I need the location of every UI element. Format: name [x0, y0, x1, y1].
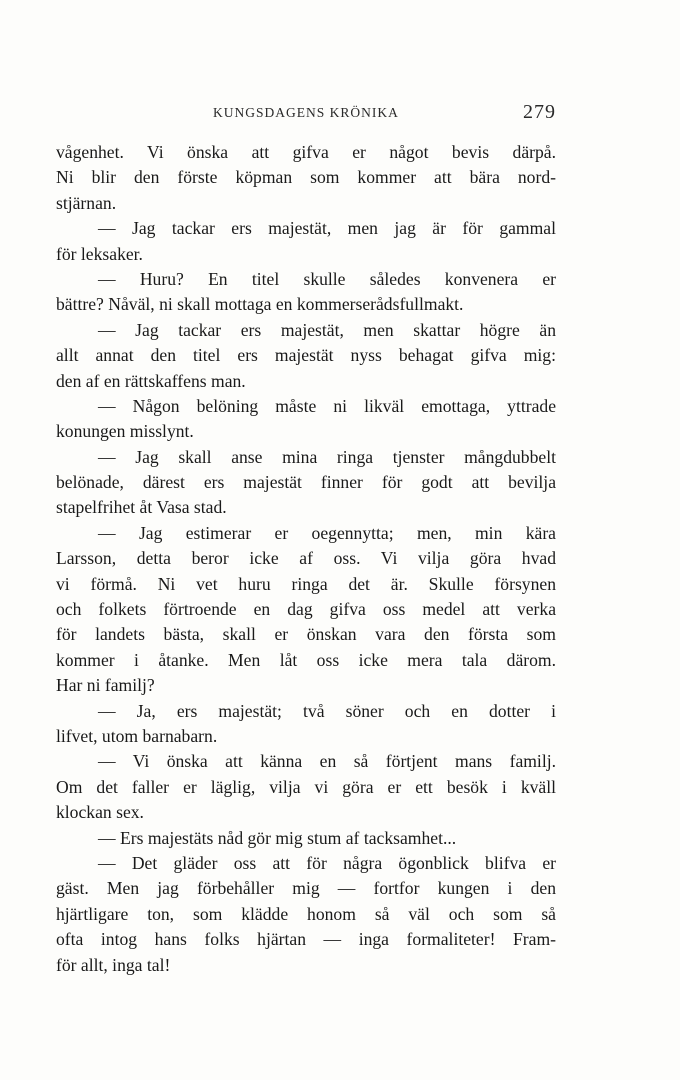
text-line: klockan sex. [56, 802, 144, 823]
text-line: — Ja, ers majestät; två söner och en dotter i [98, 700, 556, 721]
text-line: — Någon belöning måste ni likväl emottaga, yttrade [98, 395, 556, 416]
text-line: Har ni familj? [56, 675, 155, 696]
text-line: bättre? Nåväl, ni skall mottaga en kommerserådsfullmakt. [56, 294, 464, 315]
text-line: stapelfrihet åt Vasa stad. [56, 497, 227, 518]
text-line: vågenhet. Vi önska att gifva er något bevis därpå. [56, 142, 556, 162]
text-line: — Det gläder oss att för några ögonblick blifva er [98, 852, 556, 873]
text-line: stjärnan. [56, 192, 117, 213]
text-line: ofta intog hans folks hjärtan — inga formaliteter! Fram- [56, 929, 556, 950]
page-number: 279 [523, 101, 556, 123]
text-line: kommer i åtanke. Men låt oss icke mera tala därom. [56, 649, 556, 670]
text-line: Larsson, detta beror icke af oss. Vi vilja göra hvad [56, 548, 556, 569]
text-line: och folkets förtroende en dag gifva oss medel att verka [56, 599, 556, 620]
text-line: för landets bästa, skall er önskan vara den första som [56, 624, 556, 645]
text-line: — Ers majestäts nåd gör mig stum af tacksamhet... [98, 827, 457, 848]
text-line: lifvet, utom barnabarn. [56, 725, 218, 746]
text-line: den af en rättskaffens man. [56, 370, 246, 391]
text-line: — Jag skall anse mina ringa tjenster mångdubbelt [98, 446, 556, 467]
text-line: allt annat den titel ers majestät nyss behagat gifva mig: [56, 345, 556, 366]
text-line: för allt, inga tal! [56, 954, 171, 975]
text-line: konungen misslynt. [56, 421, 194, 442]
text-line: för leksaker. [56, 243, 143, 264]
text-line: vi förmå. Ni vet huru ringa det är. Skulle försynen [56, 573, 556, 594]
body-text [56, 140, 556, 978]
text-line: — Huru? En titel skulle således konvenera er [98, 268, 556, 289]
text-line: — Jag estimerar er oegennytta; men, min kära [98, 522, 556, 543]
text-line: hjärtligare ton, som klädde honom så väl och som så [56, 903, 556, 924]
text-line: — Jag tackar ers majestät, men jag är för gammal [98, 218, 556, 239]
running-head-title: KUNGSDAGENS KRÖNIKA [213, 105, 399, 120]
text-line: Om det faller er läglig, vilja vi göra er ett besök i kväll [56, 776, 556, 797]
text-line: Ni blir den förste köpman som kommer att bära nord- [56, 167, 556, 188]
text-line: — Jag tackar ers majestät, men skattar högre än [98, 319, 556, 340]
text-line: gäst. Men jag förbehåller mig — fortfor kungen i den [56, 878, 556, 899]
text-line: belönade, därest ers majestät finner för godt att bevilja [56, 472, 556, 493]
text-line: — Vi önska att känna en så förtjent mans familj. [98, 751, 556, 772]
running-head [56, 103, 556, 127]
